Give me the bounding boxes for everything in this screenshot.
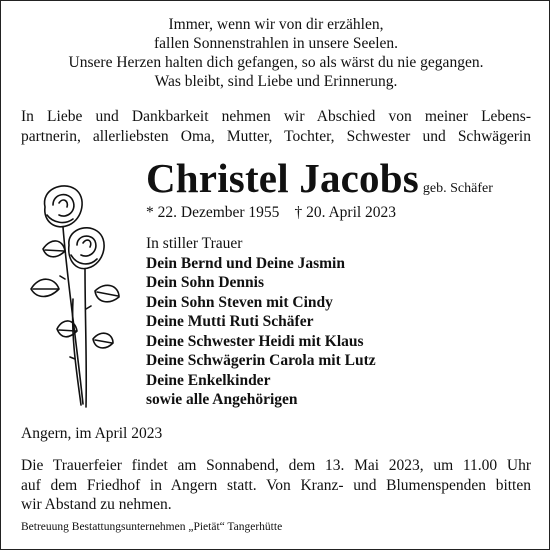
mourner-item: Dein Sohn Steven mit Cindy: [146, 293, 333, 311]
intro-line: In Liebe und Dankbarkeit nehmen wir Abschied von meiner Lebens-: [21, 108, 531, 125]
death-date: † 20. April 2023: [294, 204, 397, 221]
poem-line: Unsere Herzen halten dich gefangen, so als wärst du nie gegangen.: [68, 54, 484, 71]
poem-line: Immer, wenn wir von dir erzählen,: [168, 16, 384, 33]
mourners-heading: In stiller Trauer: [146, 235, 243, 252]
rose-bouquet-icon: [23, 179, 123, 414]
mourner-item: Deine Schwester Heidi mit Klaus: [146, 332, 364, 350]
mourners-list: [146, 234, 376, 410]
funeral-home-credit: Betreuung Bestattungsunternehmen „Pietät“ Tangerhütte: [21, 521, 283, 533]
service-line: auf dem Friedhof in Angern statt. Von Kranz- und Blumenspenden bitten: [21, 476, 531, 494]
poem-line: Was bleibt, sind Liebe und Erinnerung.: [154, 73, 398, 90]
intro-line: partnerin, allerliebsten Oma, Mutter, Tochter, Schwester und Schwägerin: [21, 127, 531, 145]
mourner-item: Deine Enkelkinder: [146, 371, 271, 389]
mourner-item: sowie alle Angehörigen: [146, 391, 298, 408]
poem: [1, 15, 550, 91]
poem-line: fallen Sonnenstrahlen in unsere Seelen.: [153, 35, 399, 52]
deceased-name: Christel Jacobs: [146, 155, 419, 201]
mourner-item: Deine Schwägerin Carola mit Lutz: [146, 352, 376, 369]
life-dates: [146, 203, 396, 222]
place-and-date: Angern, im April 2023: [21, 425, 163, 442]
service-line: Die Trauerfeier findet am Sonnabend, dem 13. Mai 2023, um 11.00 Uhr: [21, 457, 531, 474]
mourner-item: Dein Bernd und Deine Jasmin: [146, 254, 345, 272]
mourner-item: Deine Mutti Ruti Schäfer: [146, 313, 314, 330]
service-line: wir Abstand zu nehmen.: [21, 496, 172, 513]
mourner-item: Dein Sohn Dennis: [146, 274, 265, 291]
maiden-name: geb. Schäfer: [422, 181, 493, 196]
birth-date: * 22. Dezember 1955: [146, 204, 280, 221]
farewell-intro: [21, 107, 531, 146]
funeral-service-info: [21, 456, 531, 515]
